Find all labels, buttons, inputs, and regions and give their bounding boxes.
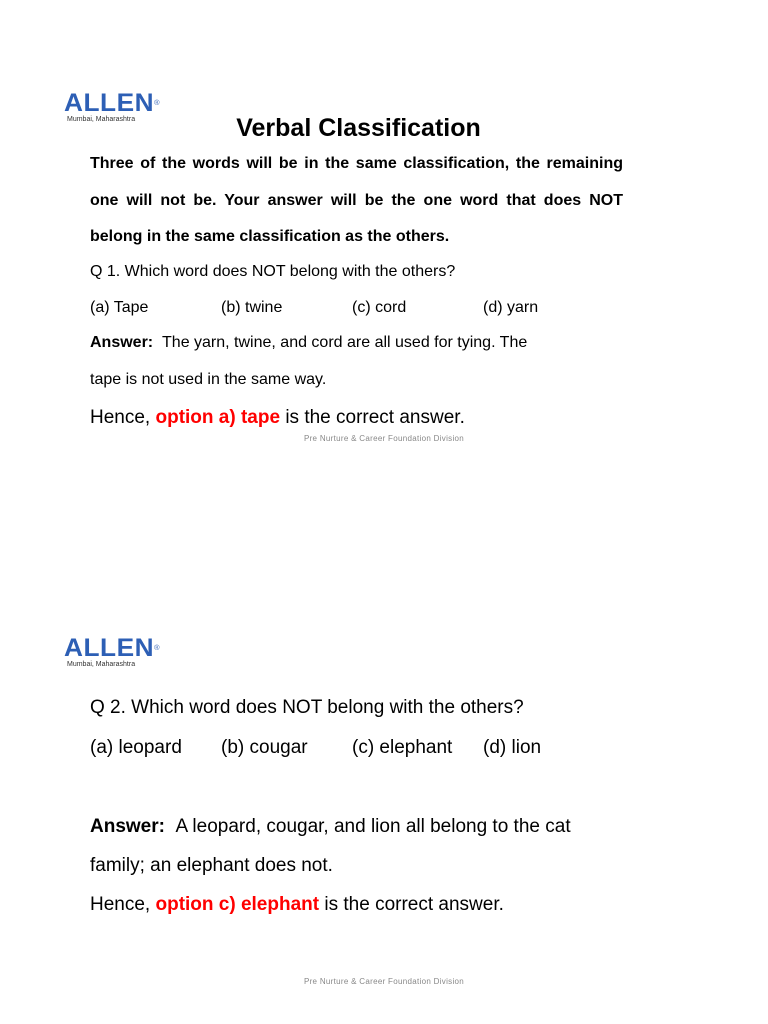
option-a: (a) Tape [90,299,149,316]
correct-option-highlight: option c) elephant [155,894,320,915]
conclusion-2 [90,893,504,917]
conclusion-prefix: Hence, [90,407,156,428]
option-d: (d) yarn [483,299,539,316]
allen-logo [64,634,161,669]
conclusion-prefix: Hence, [90,894,156,915]
question-2: Q 2. Which word does NOT belong with the others? [90,697,524,718]
option-b: (b) twine [221,299,283,316]
option-c: (c) elephant [352,737,453,758]
logo-registered-mark: ® [154,645,161,652]
logo-brand: ALLEN [64,634,155,662]
logo-registered-mark: ® [154,100,161,107]
options-row-2 [90,736,590,760]
logo-location: Mumbai, Maharashtra [67,661,136,668]
option-b: (b) cougar [221,737,308,758]
question-1: Q 1. Which word does NOT belong with the others? [90,263,456,280]
option-a: (a) leopard [90,737,182,758]
intro-paragraph: Three of the words will be in the same classification, the remaining one will not be. Your answer will be the one word that does NOT belong in the same classification as the others. [90,155,623,245]
answer-label: Answer: [90,816,165,837]
correct-option-highlight: option a) tape [155,407,281,428]
conclusion-1 [90,406,465,430]
page-title: Verbal Classification [236,114,481,142]
options-row-1 [90,298,590,318]
slide-2 [0,512,768,1024]
footer-division: Pre Nurture & Career Foundation Division [303,977,465,986]
answer-label: Answer: [90,334,154,351]
answer-1-line-2: tape is not used in the same way. [90,371,327,388]
answer-2-line-2: family; an elephant does not. [90,855,333,876]
answer-text: The yarn, twine, and cord are all used for tying. The [162,334,528,351]
answer-2-line-1 [90,815,571,839]
answer-text: A leopard, cougar, and lion all belong to the cat [175,816,571,837]
answer-1-line-1 [90,333,527,353]
conclusion-suffix: is the correct answer. [319,894,504,915]
logo-location: Mumbai, Maharashtra [67,116,136,123]
option-c: (c) cord [352,299,407,316]
option-d: (d) lion [483,737,542,758]
conclusion-suffix: is the correct answer. [280,407,465,428]
footer-division: Pre Nurture & Career Foundation Division [303,434,465,443]
logo-brand: ALLEN [64,89,155,117]
